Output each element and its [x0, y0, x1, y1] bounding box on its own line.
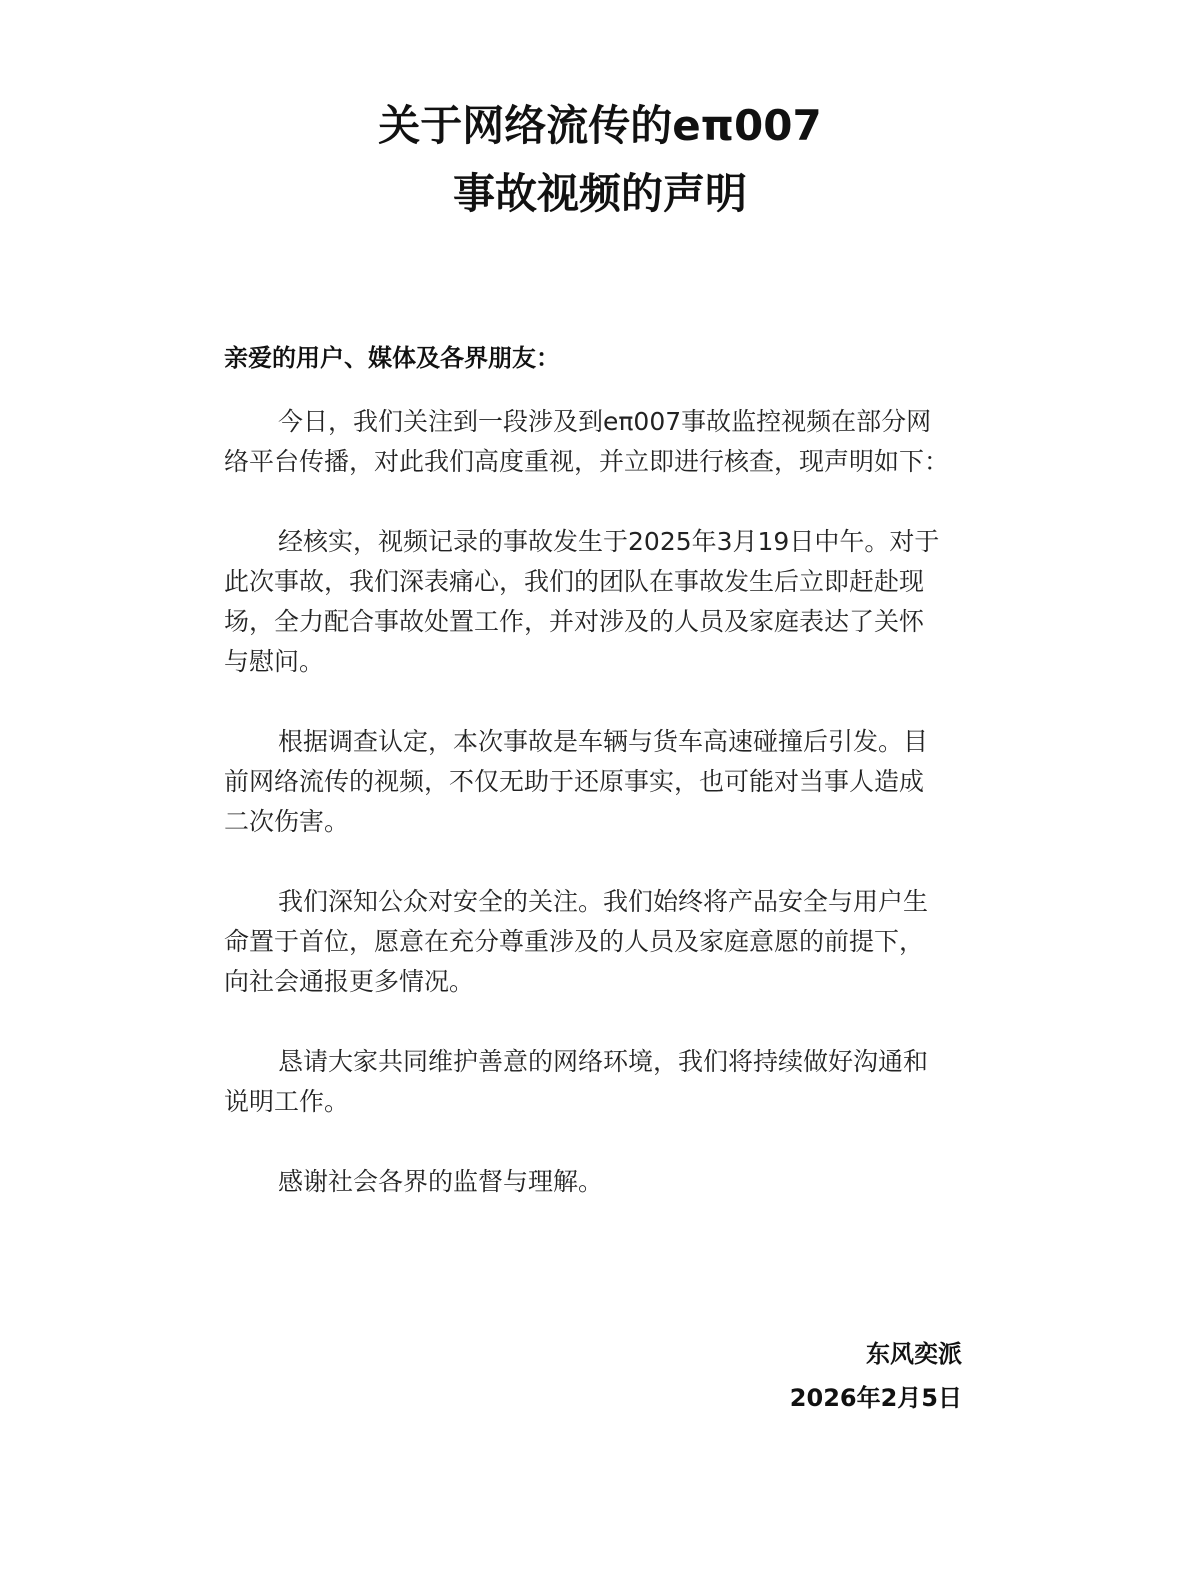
paragraph: [224, 1162, 964, 1202]
document-title: [0, 92, 1200, 228]
paragraph-line: 经核实，视频记录的事故发生于2025年3月19日中午。对于: [278, 527, 940, 556]
paragraph-line: 我们深知公众对安全的关注。我们始终将产品安全与用户生: [278, 887, 929, 916]
paragraph-line: 此次事故，我们深表痛心，我们的团队在事故发生后立即赶赴现: [224, 567, 925, 596]
signature-date: 2026年2月5日: [789, 1384, 962, 1412]
paragraph-line: 与慰问。: [224, 647, 325, 676]
salutation: 亲爱的用户、媒体及各界朋友：: [224, 344, 560, 372]
paragraph-line: 恳请大家共同维护善意的网络环境，我们将持续做好沟通和: [278, 1047, 929, 1076]
statement-body: [224, 402, 964, 1242]
paragraph-line: 命置于首位，愿意在充分尊重涉及的人员及家庭意愿的前提下，: [224, 927, 925, 956]
signature-block: [790, 1332, 962, 1420]
paragraph: [224, 1042, 964, 1122]
paragraph-line: 场，全力配合事故处置工作，并对涉及的人员及家庭表达了关怀: [224, 607, 925, 636]
paragraph-line: 今日，我们关注到一段涉及到eπ007事故监控视频在部分网: [278, 407, 932, 436]
paragraph-line: 向社会通报更多情况。: [224, 967, 475, 996]
paragraph-line: 根据调查认定，本次事故是车辆与货车高速碰撞后引发。目: [278, 727, 929, 756]
paragraph: [224, 402, 964, 482]
title-line-2: 事故视频的声明: [452, 169, 747, 218]
paragraph-line: 感谢社会各界的监督与理解。: [278, 1167, 604, 1196]
paragraph: [224, 722, 964, 842]
paragraph-line: 说明工作。: [224, 1087, 350, 1116]
paragraph: [224, 522, 964, 682]
paragraph-line: 络平台传播，对此我们高度重视，并立即进行核查，现声明如下：: [224, 447, 950, 476]
paragraph-line: 二次伤害。: [224, 807, 350, 836]
paragraph: [224, 882, 964, 1002]
paragraph-line: 前网络流传的视频，不仅无助于还原事实，也可能对当事人造成: [224, 767, 925, 796]
signature-organization: 东风奕派: [866, 1340, 962, 1368]
title-line-1: 关于网络流传的eπ007: [378, 101, 822, 150]
